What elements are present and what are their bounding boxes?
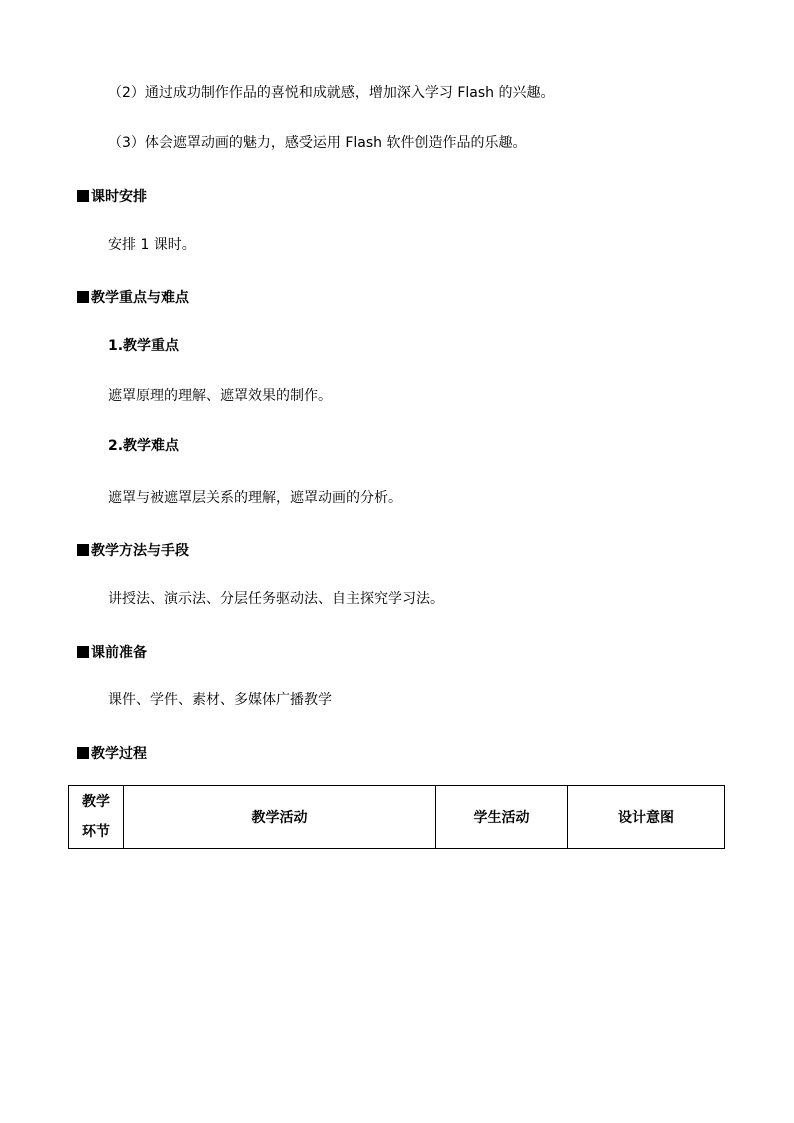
header-cell-stage: 教学 环节 [69, 786, 124, 849]
header-cell-student-activity: 学生活动 [436, 786, 568, 849]
methods-text: 讲授法、演示法、分层任务驱动法、自主探究学习法。 [108, 591, 444, 607]
square-bullet-icon [77, 190, 89, 202]
section-heading-preparation: 课前准备 [77, 643, 147, 663]
section-heading-key-points: 教学重点与难点 [77, 288, 189, 308]
difficulty-text: 遮罩与被遮罩层关系的理解，遮罩动画的分析。 [108, 490, 402, 506]
square-bullet-icon [77, 747, 89, 759]
schedule-text: 安排 1 课时。 [108, 237, 196, 253]
focus-text: 遮罩原理的理解、遮罩效果的制作。 [108, 388, 332, 404]
header-cell-teaching-activity: 教学活动 [124, 786, 436, 849]
table-header-row [69, 786, 725, 849]
preparation-text: 课件、学件、素材、多媒体广播教学 [108, 692, 332, 708]
header-cell-design-intent: 设计意图 [568, 786, 725, 849]
square-bullet-icon [77, 646, 89, 658]
section-heading-process: 教学过程 [77, 744, 147, 764]
section-heading-schedule: 课时安排 [77, 187, 147, 207]
difficulty-title: 2.教学难点 [108, 438, 180, 454]
focus-title: 1.教学重点 [108, 338, 180, 354]
square-bullet-icon [77, 291, 89, 303]
teaching-process-table [68, 785, 725, 849]
section-heading-methods: 教学方法与手段 [77, 541, 189, 561]
objective-2: （2）通过成功制作作品的喜悦和成就感，增加深入学习 Flash 的兴趣。 [108, 85, 555, 101]
objective-3: （3）体会遮罩动画的魅力，感受运用 Flash 软件创造作品的乐趣。 [108, 135, 527, 151]
square-bullet-icon [77, 544, 89, 556]
